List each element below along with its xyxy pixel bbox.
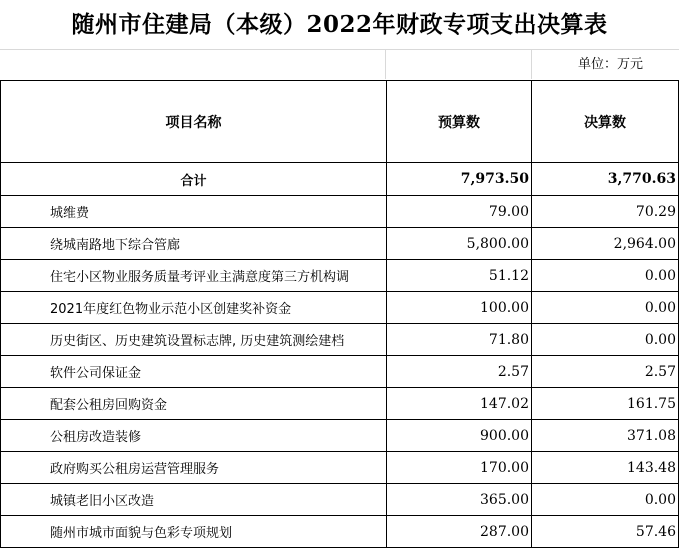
total-final: 3,770.63 [532,163,679,196]
grid-line [531,49,532,79]
grid-line [0,49,679,50]
table-row [1,260,679,292]
total-label: 合计 [1,163,387,196]
row-budget: 170.00 [387,452,532,484]
row-final: 2.57 [532,356,679,388]
header-project-name: 项目名称 [1,81,387,163]
row-project-name: 政府购买公租房运营管理服务 [1,452,387,484]
table-row [1,324,679,356]
row-project-name: 公租房改造装修 [1,420,387,452]
table-row [1,484,679,516]
row-final: 143.48 [532,452,679,484]
table-row [1,292,679,324]
row-final: 371.08 [532,420,679,452]
row-budget: 287.00 [387,516,532,548]
row-final: 57.46 [532,516,679,548]
row-budget: 5,800.00 [387,228,532,260]
row-final: 0.00 [532,292,679,324]
row-budget: 71.80 [387,324,532,356]
table-row [1,516,679,548]
row-project-name: 城维费 [1,196,387,228]
table-header-row [1,81,679,163]
table-row [1,420,679,452]
row-project-name: 随州市城市面貌与色彩专项规划 [1,516,387,548]
total-row [1,163,679,196]
row-budget: 147.02 [387,388,532,420]
row-budget: 79.00 [387,196,532,228]
row-final: 2,964.00 [532,228,679,260]
table-row [1,452,679,484]
table-row [1,388,679,420]
row-budget: 51.12 [387,260,532,292]
row-project-name: 城镇老旧小区改造 [1,484,387,516]
header-budget: 预算数 [387,81,532,163]
unit-label: 单位：万元 [577,57,643,72]
row-budget: 365.00 [387,484,532,516]
row-budget: 100.00 [387,292,532,324]
row-budget: 2.57 [387,356,532,388]
table-row [1,196,679,228]
row-final: 70.29 [532,196,679,228]
page-title: 随州市住建局（本级）2022年财政专项支出决算表 [71,11,608,38]
row-final: 0.00 [532,324,679,356]
row-final: 0.00 [532,484,679,516]
table-row [1,228,679,260]
row-project-name: 软件公司保证金 [1,356,387,388]
grid-line [385,49,386,79]
row-project-name: 配套公租房回购资金 [1,388,387,420]
expenditure-table [0,80,679,548]
table-row [1,356,679,388]
row-project-name: 住宅小区物业服务质量考评业主满意度第三方机构调 [1,260,387,292]
row-project-name: 2021年度红色物业示范小区创建奖补资金 [1,292,387,324]
row-final: 161.75 [532,388,679,420]
row-project-name: 绕城南路地下综合管廊 [1,228,387,260]
header-final: 决算数 [532,81,679,163]
row-project-name: 历史街区、历史建筑设置标志牌, 历史建筑测绘建档 [1,324,387,356]
total-budget: 7,973.50 [387,163,532,196]
row-final: 0.00 [532,260,679,292]
row-budget: 900.00 [387,420,532,452]
